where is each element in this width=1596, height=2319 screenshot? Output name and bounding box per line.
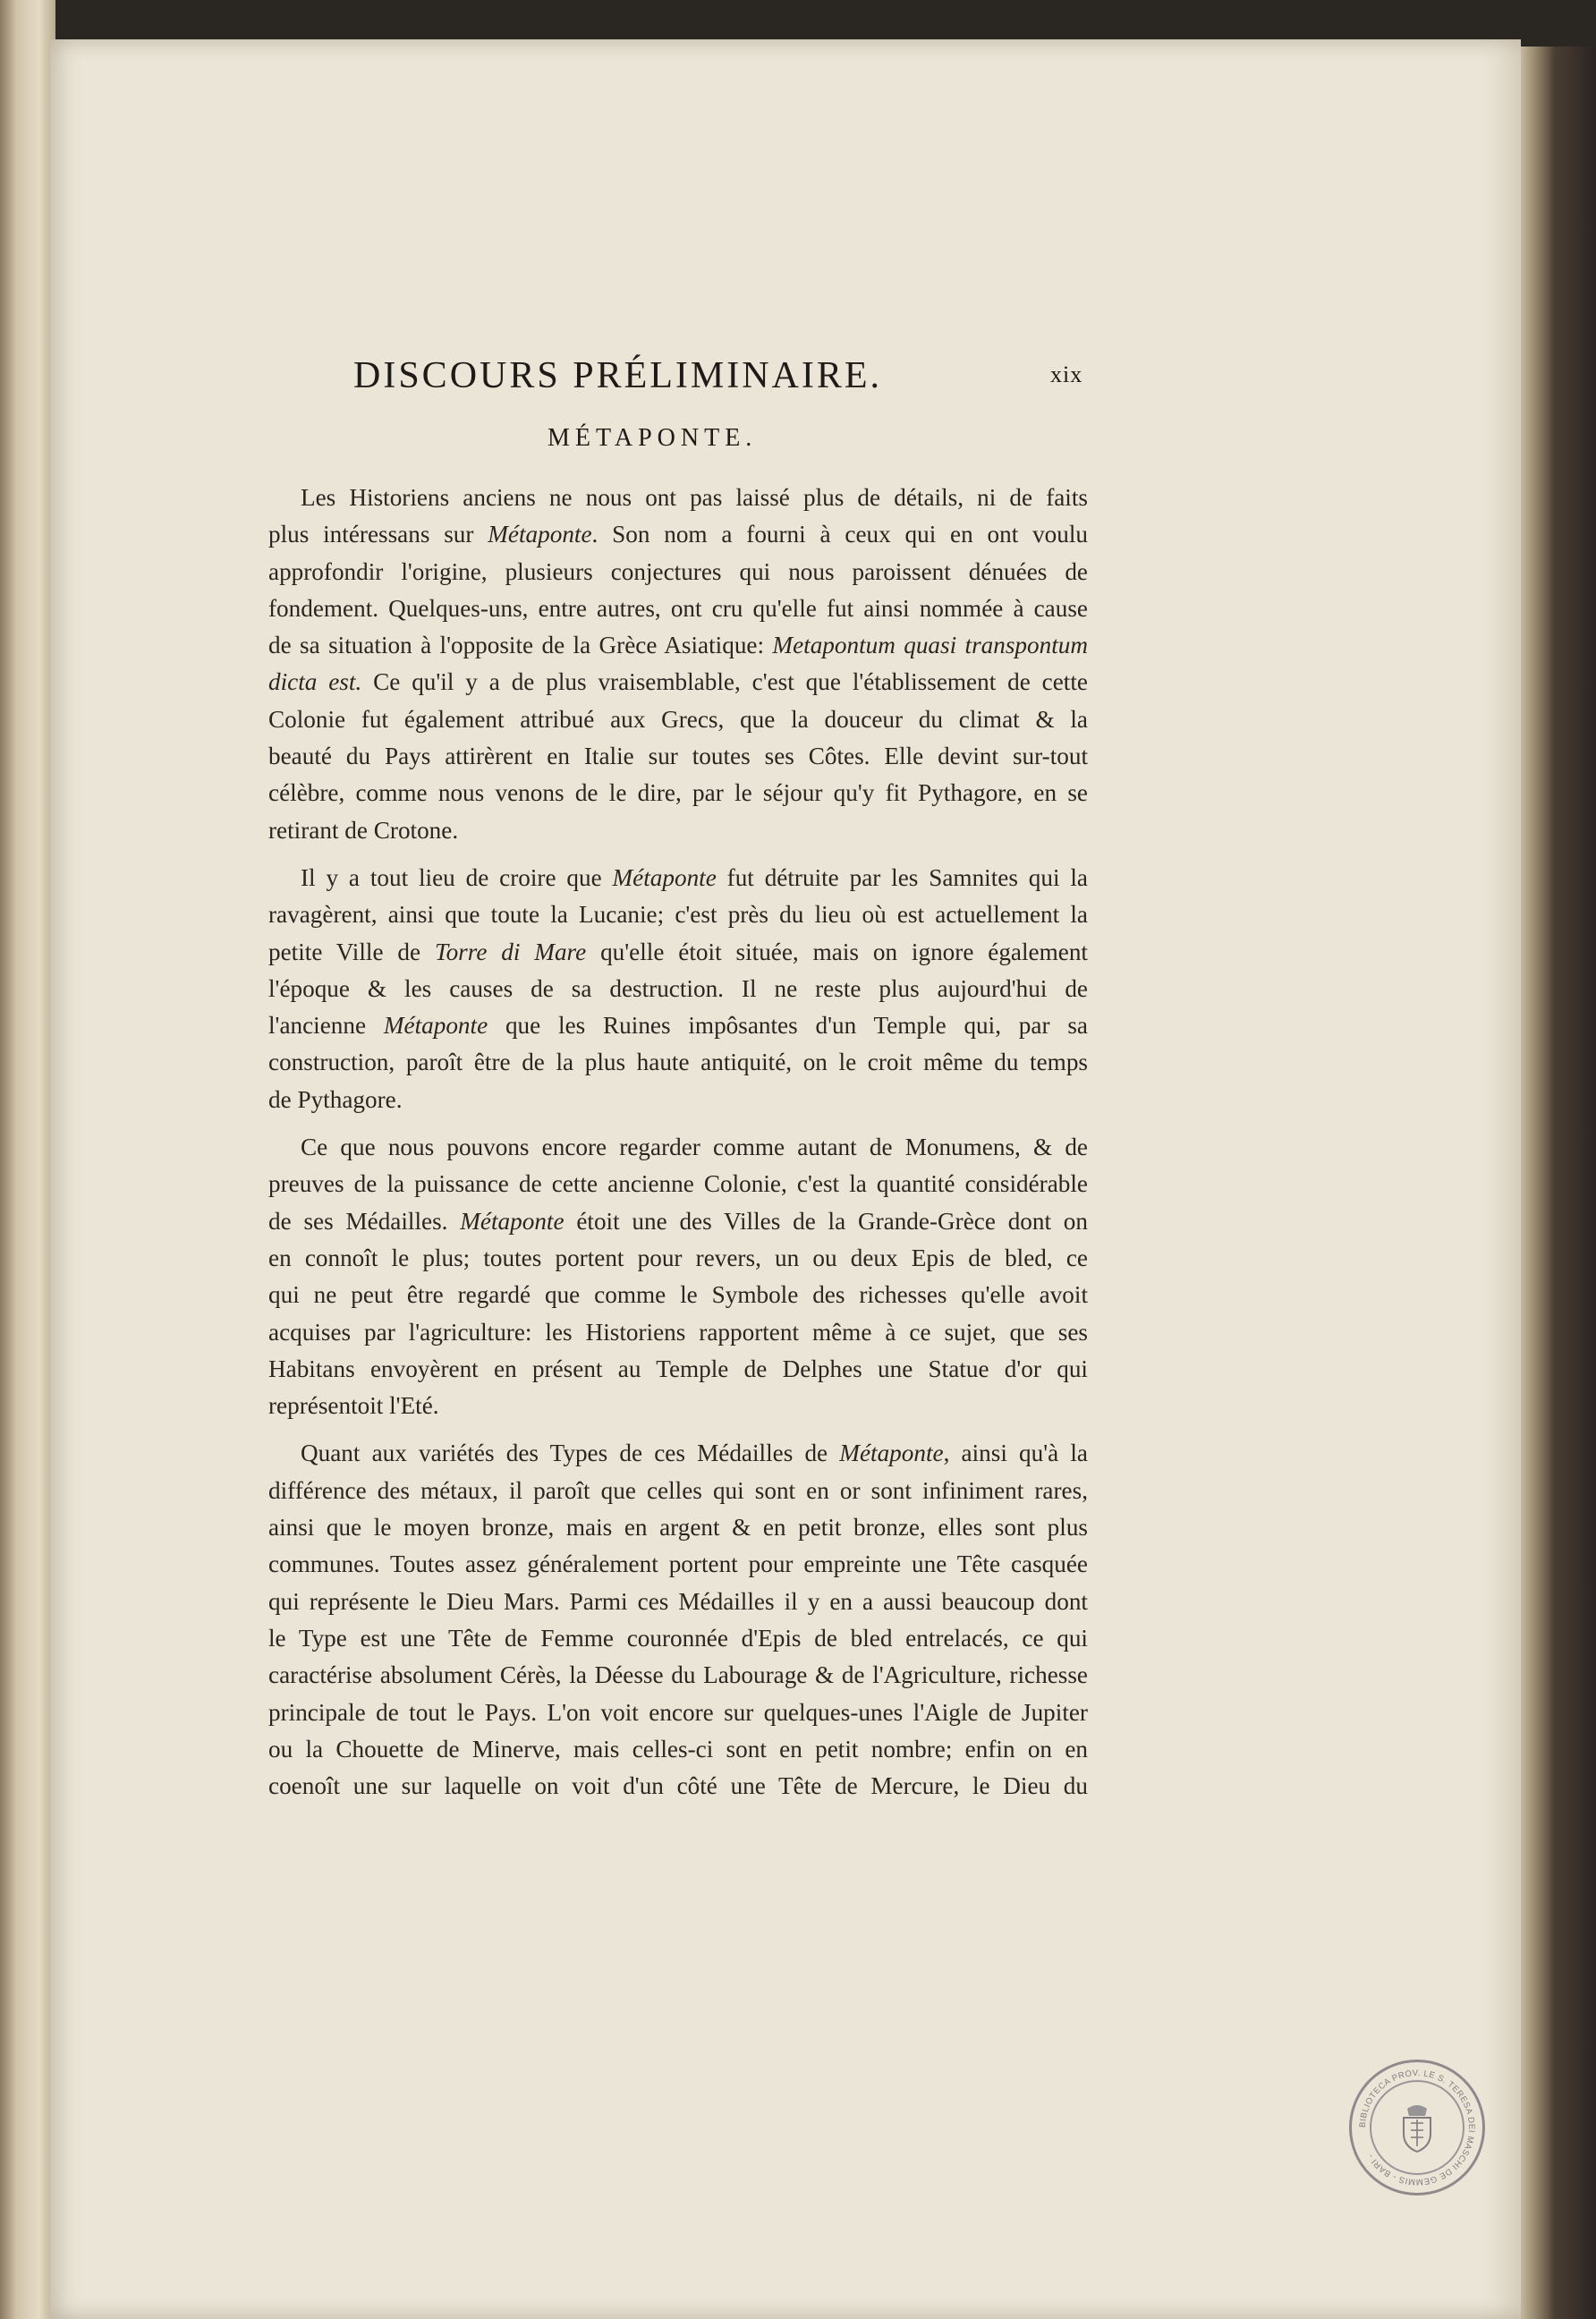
library-stamp	[1349, 2060, 1485, 2196]
text-line: l'ancienne Métaponte que les Ruines impôsantes d'un Temple qui, par sa	[268, 1012, 1088, 1040]
text-line: ravagèrent, ainsi que toute la Lucanie; c'est près du lieu où est actuellement la	[268, 901, 1088, 929]
text-line: acquises par l'agriculture: les Historiens rapportent même à ce sujet, que ses	[268, 1318, 1088, 1346]
text-line: l'époque & les causes de sa destruction. Il ne reste plus aujourd'hui de	[268, 974, 1088, 1002]
stamp-text: BIBLIOTECA PROV. LE S. TERESA DEI MASCHI DE GEMMIS - BARI -	[1357, 2068, 1477, 2187]
paragraph	[268, 1435, 1088, 1805]
text-line: caractérise absolument Cérès, la Déesse du Labourage & de l'Agriculture, richesse	[268, 1661, 1088, 1689]
text-line: de sa situation à l'opposite de la Grèce Asiatique: Metapontum quasi transpontum	[268, 632, 1088, 659]
text-line: fondement. Quelques-uns, entre autres, ont cru qu'elle fut ainsi nommée à cause	[268, 594, 1088, 622]
text-line: retirant de Crotone.	[268, 816, 459, 844]
text-line: plus intéressans sur Métaponte. Son nom a fourni à ceux qui en ont voulu	[268, 521, 1088, 548]
text-line: Ce que nous pouvons encore regarder comme autant de Monumens, & de	[301, 1134, 1088, 1161]
paragraph	[268, 480, 1088, 849]
text-line: de Pythagore.	[268, 1085, 403, 1113]
text-line: en connoît le plus; toutes portent pour revers, un ou deux Epis de bled, ce	[268, 1244, 1088, 1271]
text-line: qui représente le Dieu Mars. Parmi ces Médailles il y en a aussi beaucoup dont	[268, 1587, 1088, 1615]
text-line: représentoit l'Eté.	[268, 1392, 439, 1420]
text-line: principale de tout le Pays. L'on voit encore sur quelques-unes l'Aigle de Jupiter	[268, 1698, 1088, 1726]
page-number: xix	[1050, 361, 1083, 387]
text-line: ainsi que le moyen bronze, mais en argent & en petit bronze, elles sont plus	[268, 1514, 1088, 1542]
text-line: beauté du Pays attirèrent en Italie sur toutes ses Côtes. Elle devint sur-tout	[268, 743, 1088, 770]
coat-of-arms-icon	[1398, 2102, 1436, 2153]
text-line: Il y a tout lieu de croire que Métaponte fut détruite par les Samnites qui la	[301, 863, 1088, 891]
text-line: dicta est. Ce qu'il y a de plus vraisemblable, c'est que l'établissement de cette	[268, 668, 1088, 696]
section-title: MÉTAPONTE.	[548, 424, 758, 452]
text-line: Quant aux variétés des Types de ces Médailles de Métaponte, ainsi qu'à la	[301, 1440, 1088, 1467]
text-line: petite Ville de Torre di Mare qu'elle étoit située, mais on ignore également	[268, 938, 1088, 965]
text-line: différence des métaux, il paroît que celles qui sont en or sont infiniment rares,	[268, 1476, 1088, 1504]
text-line: preuves de la puissance de cette ancienne Colonie, c'est la quantité considérable	[268, 1170, 1088, 1198]
text-line: coenoît une sur laquelle on voit d'un côté une Tête de Mercure, le Dieu du	[268, 1772, 1088, 1800]
text-line: le Type est une Tête de Femme couronnée d'Epis de bled entrelacés, ce qui	[268, 1624, 1088, 1652]
text-line: célèbre, comme nous venons de le dire, par le séjour qu'y fit Pythagore, en se	[268, 779, 1088, 807]
page-heading: DISCOURS PRÉLIMINAIRE.	[353, 355, 883, 396]
text-line: qui ne peut être regardé que comme le Symbole des richesses qu'elle avoit	[268, 1281, 1088, 1309]
book-binding-edge	[1521, 47, 1596, 2319]
text-line: approfondir l'origine, plusieurs conjectures qui nous paroissent dénuées de	[268, 557, 1088, 585]
paragraph	[268, 1129, 1088, 1424]
left-page-edge	[0, 0, 55, 2319]
text-line: de ses Médailles. Métaponte étoit une des Villes de la Grande-Grèce dont on	[268, 1207, 1088, 1235]
text-line: ou la Chouette de Minerve, mais celles-ci sont en petit nombre; enfin on en	[268, 1735, 1088, 1763]
body-text	[268, 480, 1088, 1815]
text-line: communes. Toutes assez généralement portent pour empreinte une Tête casquée	[268, 1550, 1088, 1578]
text-line: Les Historiens anciens ne nous ont pas laissé plus de détails, ni de faits	[301, 484, 1088, 511]
text-line: Colonie fut également attribué aux Grecs, que la douceur du climat & la	[268, 705, 1088, 733]
text-line: construction, paroît être de la plus haute antiquité, on le croit même du temps	[268, 1049, 1088, 1076]
paragraph	[268, 860, 1088, 1118]
text-line: Habitans envoyèrent en présent au Temple de Delphes une Statue d'or qui	[268, 1355, 1088, 1382]
